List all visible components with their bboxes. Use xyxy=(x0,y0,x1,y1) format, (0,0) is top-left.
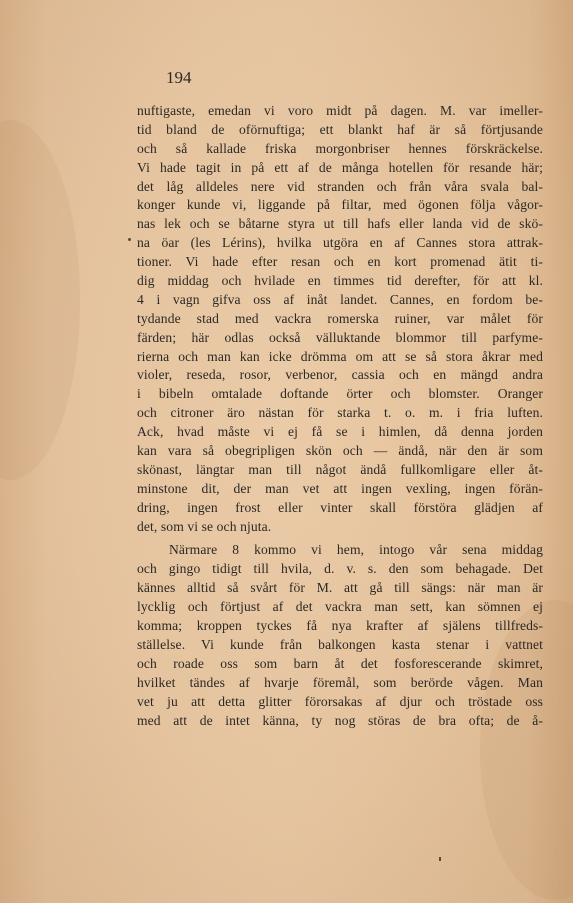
text-line: och så kallade friska morgonbriser hennes förskräckelse. xyxy=(137,140,543,156)
page-number: 194 xyxy=(166,68,192,87)
ink-speck xyxy=(439,857,441,861)
text-line: i bibeln omtalade doftande örter och blomster. Oranger xyxy=(137,386,543,402)
text-line: lycklig och förtjust af det vackra man sett, kan sömnen ej xyxy=(137,599,543,615)
text-line: vet ju att detta glitter förorsakas af djur och tröstade oss xyxy=(137,693,543,709)
text-line: nuftigaste, emedan vi voro midt på dagen. M. var imeller- xyxy=(137,103,543,118)
text-line: och gingo tidigt till hvila, d. v. s. den som behagade. Det xyxy=(137,561,543,577)
text-line: hvilket tändes af hvarje föremål, som berörde vågen. Man xyxy=(137,674,543,690)
text-line: na öar (les Lérins), hvilka utgöra en af Cannes stora attrak- xyxy=(137,235,543,251)
text-line: violer, reseda, rosor, verbenor, cassia och en mängd andra xyxy=(137,367,543,383)
text-line: tioner. Vi hade efter resan och en kort promenad ätit ti- xyxy=(137,254,543,270)
paper-stain xyxy=(0,120,80,480)
text-line: rierna och man kan icke drömma om att se så stora åkrar med xyxy=(137,348,543,364)
body-text xyxy=(137,102,543,730)
text-line: det låg alldeles nere vid stranden och från våra svala bal- xyxy=(137,178,543,194)
text-line: kännes alltid så svårt för M. att gå till sängs: när man är xyxy=(137,580,543,596)
text-line: Närmare 8 kommo vi hem, intogo vår sena middag xyxy=(169,542,543,558)
text-line: minstone dit, der man vet att ingen vexling, ingen förän- xyxy=(137,480,543,496)
text-line: tid bland de oförnuftiga; ett blankt haf är så förtjusande xyxy=(137,121,543,137)
text-line: det, som vi se och njuta. xyxy=(137,518,272,534)
paragraph xyxy=(137,102,543,536)
paragraph xyxy=(137,541,543,730)
text-line: nas lek och se båtarne styra ut till hafs eller landa vid de skö- xyxy=(137,216,543,232)
text-line: skönast, längtar man till något ändå fullkomligare eller åt- xyxy=(137,461,543,477)
text-line: dring, ingen frost eller vinter skall förstöra glädjen af xyxy=(137,499,543,515)
ink-speck xyxy=(128,238,131,241)
text-line: och citroner äro nästan för starka t. o. m. i fria luften. xyxy=(137,405,543,421)
text-line: komma; kroppen tyckes få nya krafter af själens tillfreds- xyxy=(137,618,543,634)
text-line: dig middag och hvilade en timmes tid derefter, för att kl. xyxy=(137,273,543,289)
text-line: ställelse. Vi kunde från balkongen kasta stenar i vattnet xyxy=(137,636,543,652)
text-line: konger kunde vi, liggande på filtar, med ögonen följa vågor- xyxy=(137,197,543,213)
text-line: Ack, hvad måste vi ej få se i himlen, då denna jorden xyxy=(137,424,543,440)
text-line: färden; här odlas också välluktande blommor till parfyme- xyxy=(137,329,543,345)
text-line: Vi hade tagit in på ett af de många hotellen för resande här; xyxy=(137,159,543,175)
text-line: och roade oss som barn åt det fosforescerande skimret, xyxy=(137,655,543,671)
text-line: 4 i vagn gifva oss af inåt landet. Cannes, en fordom be- xyxy=(137,291,543,307)
text-line: tydande stad med vackra romerska ruiner, var målet för xyxy=(137,310,543,326)
text-line: med att de intet känna, ty nog störas de bra ofta; de å- xyxy=(137,712,543,728)
text-line: kan vara så obegripligen skön och — ändå, när den är som xyxy=(137,443,543,459)
